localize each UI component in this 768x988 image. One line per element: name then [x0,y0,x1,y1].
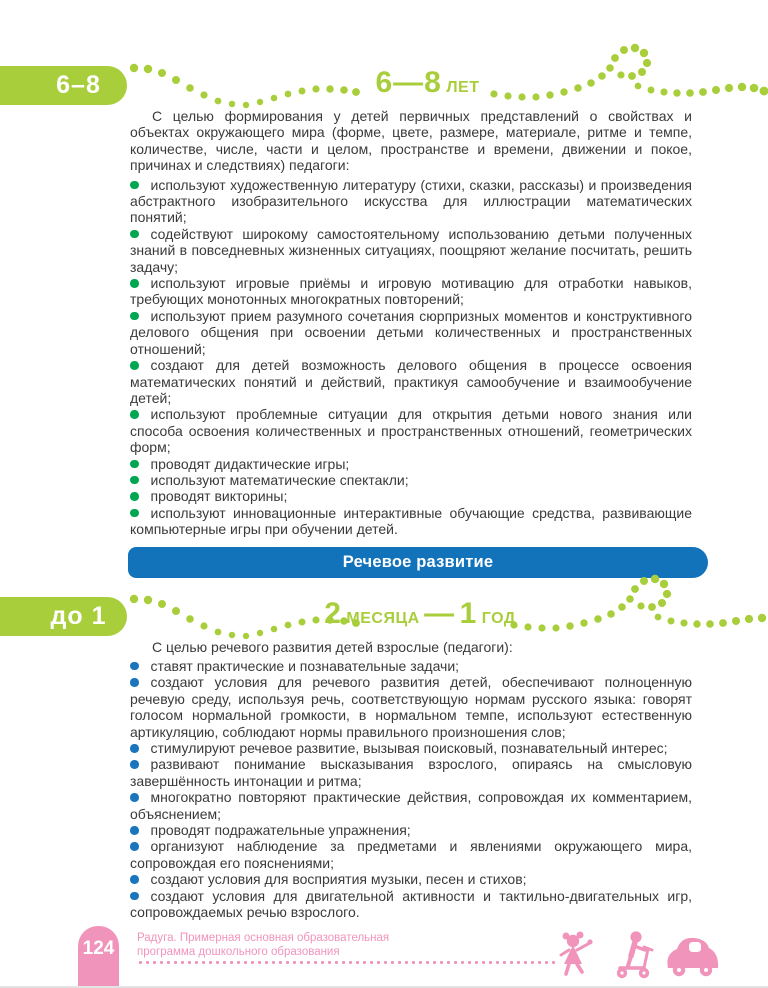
bullet-icon [130,279,139,288]
list-item [130,226,692,275]
list-item-text: проводят подражательные упражнения; [150,822,411,839]
list-item-text: проводят викторины; [150,488,288,505]
list-item [130,674,692,740]
list-item-text: используют игровые приёмы и игровую мотивацию для отработки навыков, требующих монотонных многократных повторений; [130,275,692,308]
list-item [130,740,692,756]
pedagogy-list-math [130,177,692,538]
list-item-text: развивают понимание высказывания взрослого, опираясь на смысловую завершённость интонации и ритма; [130,756,692,789]
main-content [50,58,692,921]
bullet-icon [130,312,139,321]
section-header-speech [50,589,692,639]
list-item [130,275,692,308]
page-number-badge [78,926,119,988]
bullet-icon [130,476,139,485]
list-item-text: используют проблемные ситуации для открытия детьми нового знания или способа освоения количественных и пространственных отношений, геометрических форм; [130,406,692,456]
fairy-icon [561,932,593,975]
footer-icons [556,928,722,980]
list-item [130,756,692,789]
bullet-icon [130,361,139,370]
list-item-text: проводят дидактические игры; [150,455,350,472]
bullet-icon [130,875,139,884]
footer-caption-line1: Радуга. Примерная основная образовательная [137,932,390,944]
list-item-text: используют математические спектакли; [150,471,409,488]
list-item [130,822,692,838]
bullet-icon [130,492,139,501]
section-age-heading [315,597,525,631]
section-age-heading [360,66,495,100]
bullet-icon [130,460,139,469]
bullet-icon [130,410,139,419]
list-item-text: создают условия для двигательной активности и тактильно-двигательных игр, сопровождаемых речью взрослого. [130,887,692,921]
age-badge-label: 6–8 [56,71,101,99]
list-item-text: ставят практические и познавательные задачи; [150,657,460,674]
dots-wave-icon [488,42,768,108]
list-item [130,456,692,472]
bullet-icon [130,793,139,802]
list-item [130,177,692,226]
intro-paragraph-speech: С целью речевого развития детей взрослые (педагоги): [152,638,513,655]
age-heading-number: 2 [324,596,342,630]
bullet-icon [130,826,139,835]
list-item-text: содействуют широкому самостоятельному использованию детьми полученных знаний в повседневных жизненных ситуациях, поощряют желание посчитать, решить задачу; [130,225,692,275]
age-heading-unit: ЛЕТ [446,79,480,96]
dots-wave-icon [508,573,768,639]
dots-wave-icon [128,60,360,112]
bullet-icon [130,509,139,518]
bullet-icon [130,230,139,239]
list-item-text: используют инновационные интерактивные обучающие средства, развивающие компьютерные игры при обучении детей. [130,504,692,538]
age-heading-number: 1 [459,596,478,630]
list-item [130,472,692,488]
list-item [130,888,692,921]
list-item-text: создают для детей возможность делового общения в процессе освоения математических понятий и действий, практикуя самообучение и взаимообучение детей; [130,357,692,406]
footer [0,924,768,988]
list-item [130,357,692,406]
bullet-icon [130,842,139,851]
age-heading-unit: ГОД [481,609,516,627]
list-item [130,406,692,455]
scooter-icon [617,931,652,978]
list-item-text: организуют наблюдение за предметами и явлениями окружающего мира, сопровождая его пояснениями; [130,838,692,871]
bullet-icon [130,662,139,671]
list-item-text: используют художественную литературу (стихи, сказки, рассказы) и произведения абстрактного изобразительного искусства для иллюстрации математических понятий; [130,176,692,226]
list-item [130,505,692,538]
list-item-text: используют прием разумного сочетания сюрпризных моментов и конструктивного делового общения при освоении детьми количественных и пространственных отношений; [130,307,692,357]
bullet-icon [130,744,139,753]
bullet-icon [130,892,139,901]
bullet-icon [130,760,139,769]
page-number: 124 [82,938,115,959]
pedagogy-list-speech [130,658,692,921]
bullet-icon [130,181,139,190]
list-item [130,308,692,357]
footer-caption [137,931,389,959]
list-item [130,658,692,674]
bullet-icon [130,678,139,687]
age-badge-6-8 [0,66,127,105]
list-item [130,871,692,887]
age-heading-unit: МЕСЯЦА [346,609,420,627]
section-header-math [56,58,692,108]
list-item [130,488,692,504]
intro-paragraph-math: С целью формирования у детей первичных представлений о свойствах и объектах окружающего мира (форме, цвете, размере, материале, ритме и темпе, количестве, числе, части и целом, пространстве и времени, движении и покое, причинах и следствиях) педагоги: [130,108,692,174]
age-heading-range: 6—8 [375,66,442,99]
footer-caption-line2: программа дошкольного образования [137,946,340,958]
car-icon [667,938,718,976]
list-item-text: многократно повторяют практические действия, сопровождая их комментарием, объяснением; [130,789,692,822]
list-item-text: создают условия для восприятия музыки, песен и стихов; [150,871,527,888]
list-item-text: стимулируют речевое развитие, вызывая поисковый, познавательный интерес; [150,740,668,756]
list-item-text: создают условия для речевого развития детей, обеспечивают полноценную речевую среду, используя речь, соответствующую нормам русского языка: говорят голосом нормальной громкости, в нормальном темпе, используют естественную артикуляцию, соблюдают нормы правильного произношения слов; [130,674,692,740]
dotted-divider-icon [137,960,557,965]
age-heading-dash: — [424,596,456,630]
list-item [130,838,692,871]
age-badge-do-1 [0,597,127,636]
banner-title: Речевое развитие [342,552,494,571]
age-badge-label: до 1 [50,601,107,630]
list-item [130,789,692,822]
